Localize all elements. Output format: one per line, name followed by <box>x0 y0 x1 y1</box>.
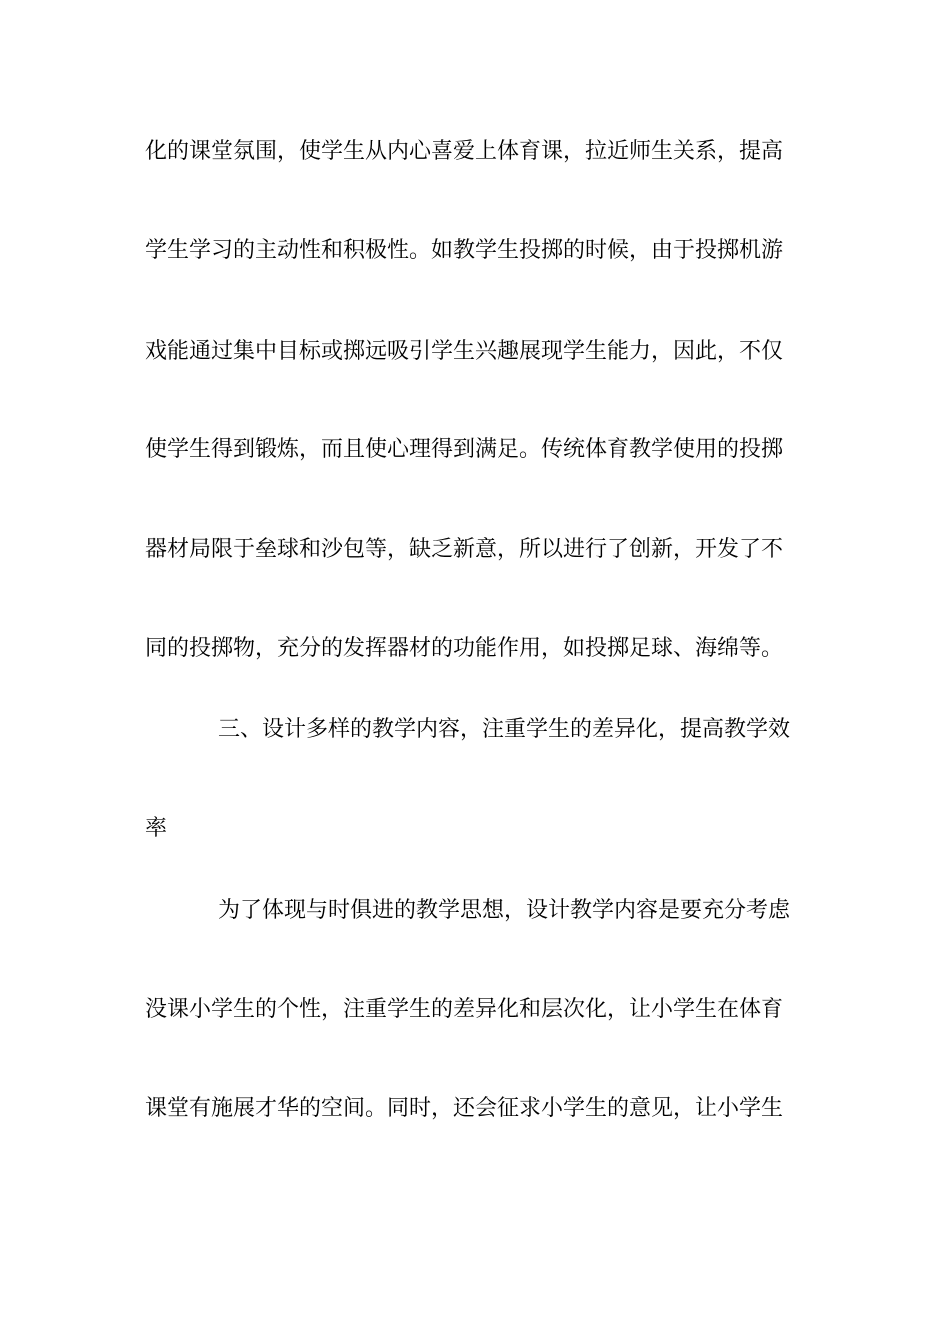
paragraph-line: 器材局限于垒球和沙包等，缺乏新意，所以进行了创新，开发了不 <box>145 537 784 562</box>
paragraph-line: 戏能通过集中目标或掷远吸引学生兴趣展现学生能力，因此，不仅 <box>145 339 784 364</box>
paragraph-line: 同的投掷物，充分的发挥器材的功能作用，如投掷足球、海绵等。 <box>145 636 784 661</box>
paragraph-line: 没课小学生的个性，注重学生的差异化和层次化，让小学生在体育 <box>145 997 784 1022</box>
paragraph-line: 为了体现与时俱进的教学思想，设计教学内容是要充分考虑 <box>218 898 791 923</box>
paragraph-line: 课堂有施展才华的空间。同时，还会征求小学生的意见，让小学生 <box>145 1096 784 1121</box>
paragraph-line: 使学生得到锻炼，而且使心理得到满足。传统体育教学使用的投掷 <box>145 437 784 462</box>
section-heading: 三、设计多样的教学内容，注重学生的差异化，提高教学效 <box>218 717 791 742</box>
paragraph-line: 化的课堂氛围，使学生从内心喜爱上体育课，拉近师生关系，提高 <box>145 139 784 164</box>
paragraph-line: 学生学习的主动性和积极性。如教学生投掷的时候，由于投掷机游 <box>145 238 784 263</box>
section-heading-continuation: 率 <box>145 816 168 841</box>
